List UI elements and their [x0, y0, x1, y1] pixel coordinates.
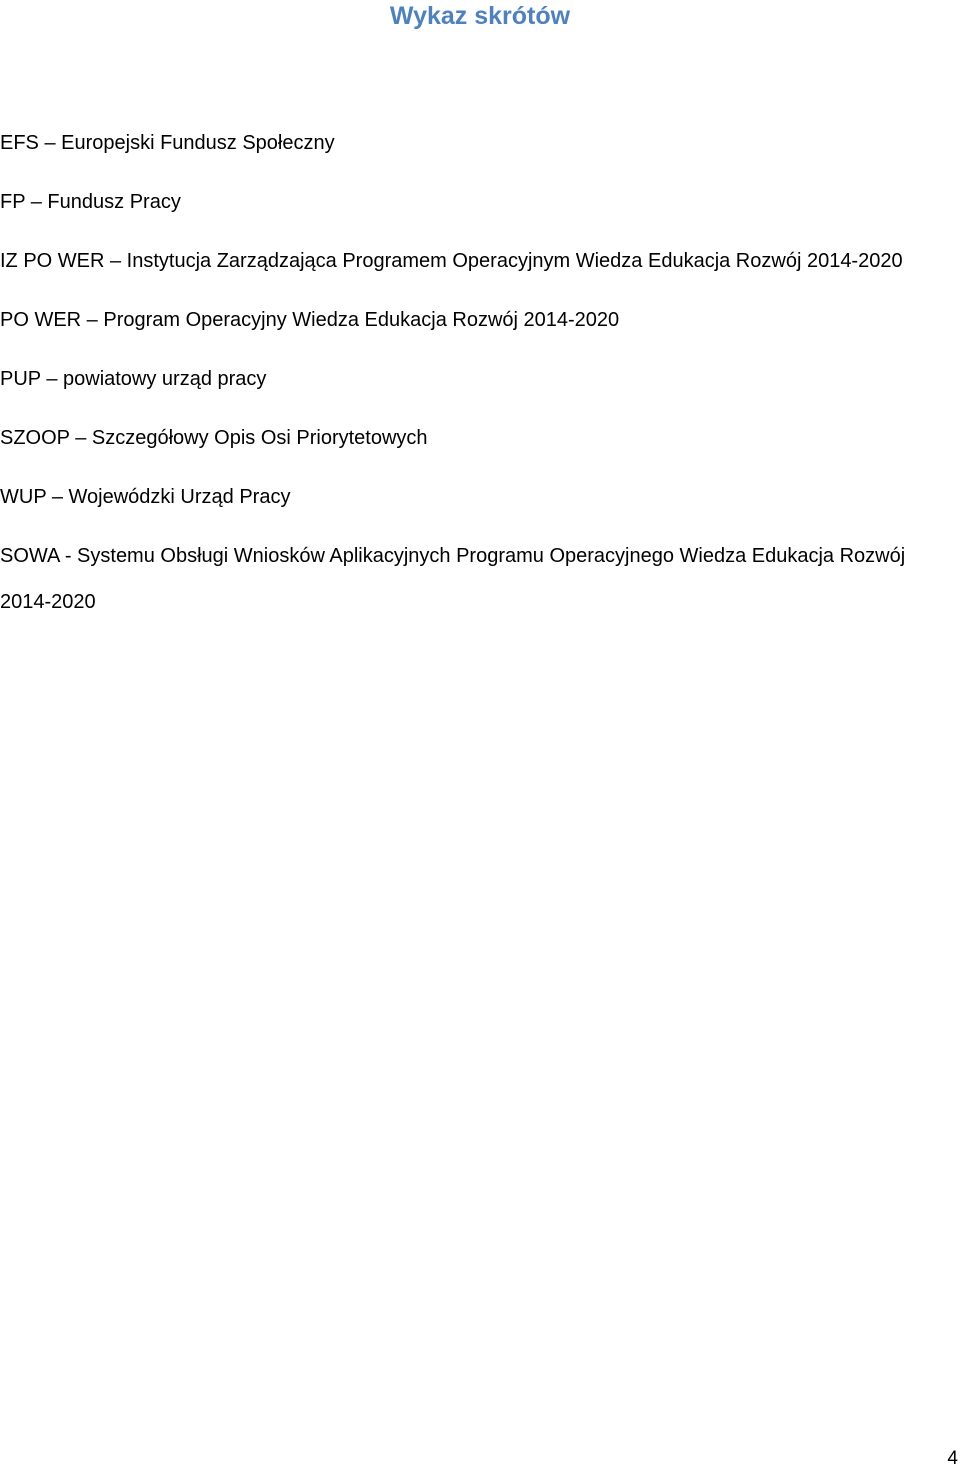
abbreviation-item: SOWA - Systemu Obsługi Wniosków Aplikacyjnych Programu Operacyjnego Wiedza Edukacja Rozwój 2014-2020	[0, 545, 906, 613]
abbreviation-list	[0, 120, 958, 638]
page-number: 4	[947, 1448, 958, 1469]
page-title: Wykaz skrótów	[389, 2, 571, 30]
abbreviation-item: FP – Fundusz Pracy	[0, 191, 181, 213]
abbreviation-item: PO WER – Program Operacyjny Wiedza Edukacja Rozwój 2014-2020	[0, 309, 620, 331]
abbreviation-item: PUP – powiatowy urząd pracy	[0, 368, 267, 390]
abbreviation-item: EFS – Europejski Fundusz Społeczny	[0, 132, 335, 154]
abbreviation-item: IZ PO WER – Instytucja Zarządzająca Programem Operacyjnym Wiedza Edukacja Rozwój 2014-2020	[0, 250, 903, 272]
abbreviation-item: SZOOP – Szczegółowy Opis Osi Priorytetowych	[0, 427, 428, 449]
abbreviation-item: WUP – Wojewódzki Urząd Pracy	[0, 486, 291, 508]
